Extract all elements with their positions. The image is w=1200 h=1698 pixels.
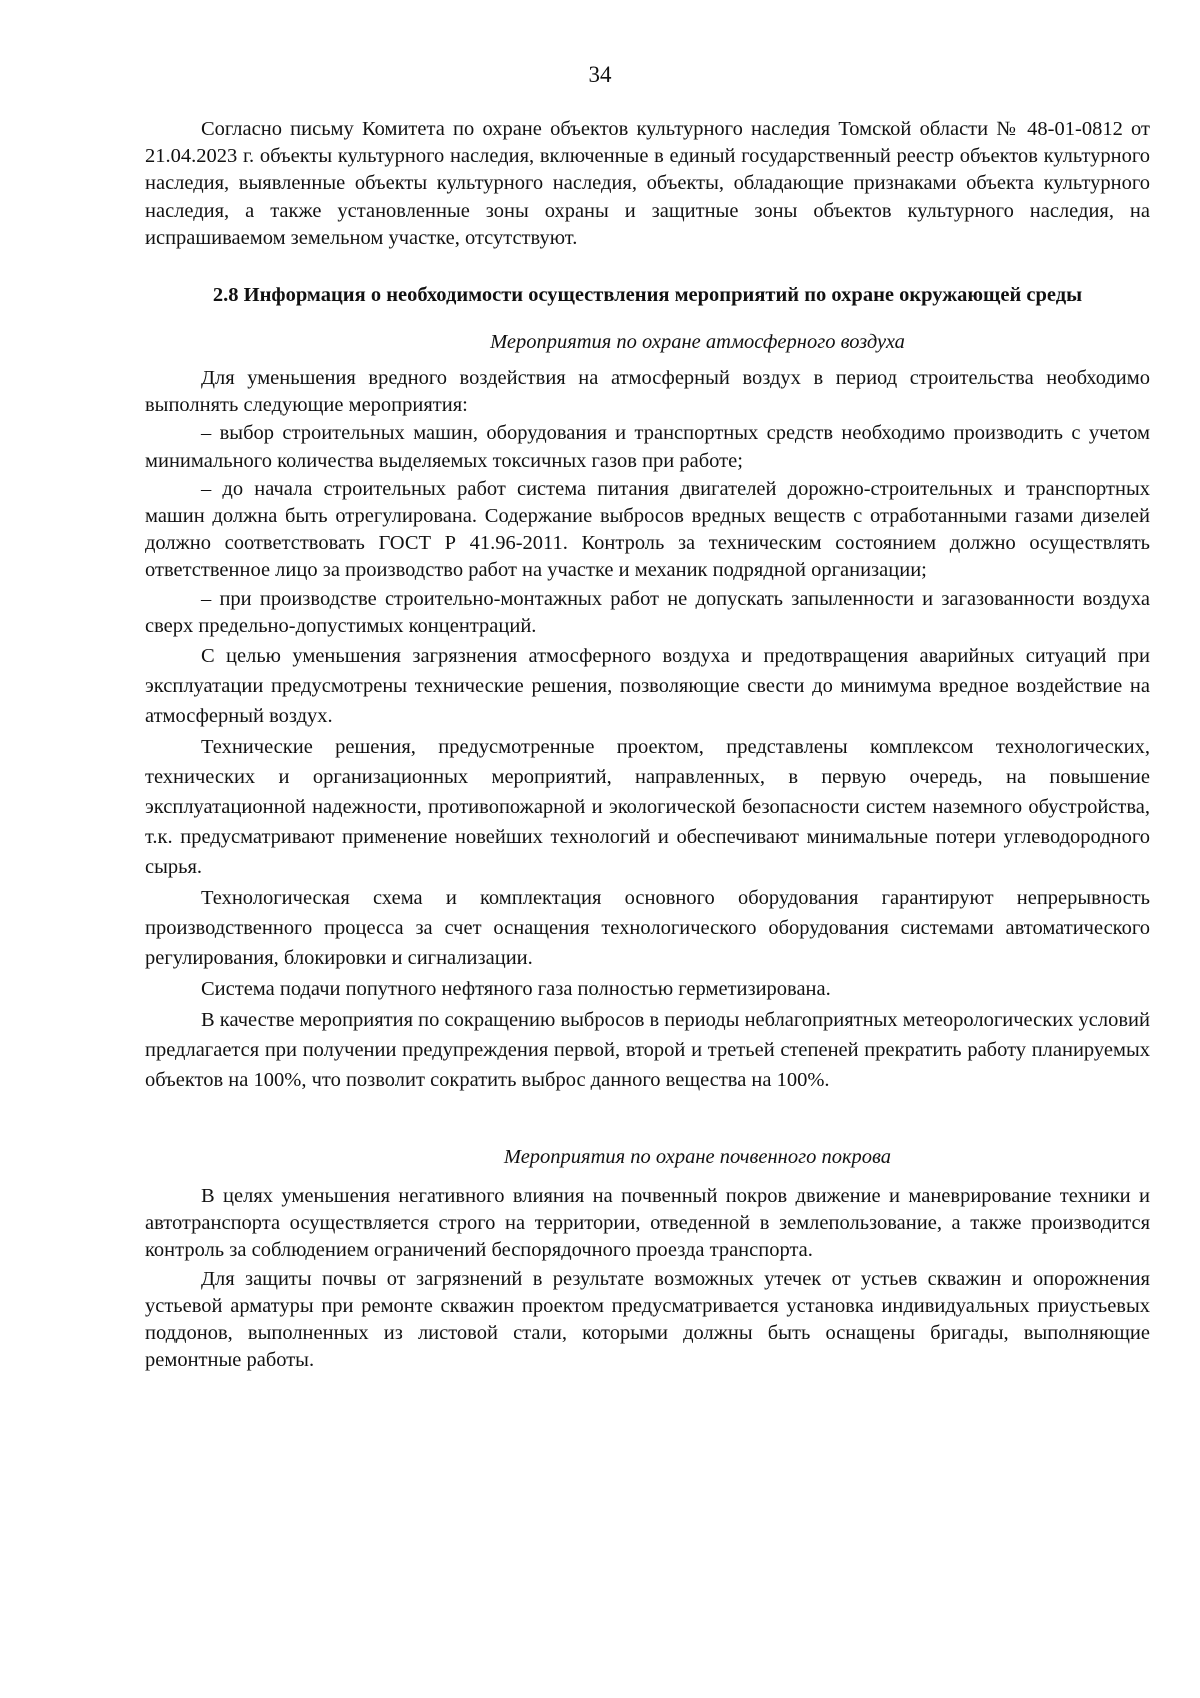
page-number: 34 [588,62,612,87]
air-list-item: – при производстве строительно-монтажных работ не допускать запыленности и загазованности воздуха сверх предельно-допустимых концентраций. [145,587,1150,637]
soil-paragraph: Для защиты почвы от загрязнений в результате возможных утечек от устьев скважин и опорожнения устьевой арматуры при ремонте скважин проектом предусматривается установка индивидуальных приустьевых поддонов, выполненных из листовой стали, которыми должны быть оснащены бригады, выполняющие ремонтные работы. [145,1267,1150,1372]
intro-paragraph: Согласно письму Комитета по охране объектов культурного наследия Томской области № 48-01-0812 от 21.04.2023 г. объекты культурного наследия, включенные в единый государственный реестр объектов культурного наследия, выявленные объекты культурного наследия, объекты, обладающие признаками объекта культурного наследия, а также установленные зоны охраны и защитные зоны объектов культурного наследия, на испрашиваемом земельном участке, отсутствуют. [145,118,1150,249]
air-list-item: – выбор строительных машин, оборудования и транспортных средств необходимо производить с учетом минимального количества выделяемых токсичных газов при работе; [145,422,1150,472]
section-heading: 2.8 Информация о необходимости осуществления мероприятий по охране окружающей среды [212,284,1083,307]
air-list-item: – до начала строительных работ система питания двигателей дорожно-строительных и транспортных машин должна быть отрегулирована. Содержание выбросов вредных веществ с отработанными газами дизелей должно соответствовать ГОСТ Р 41.96-2011. Контроль за техническим состоянием должно осуществлять ответственное лицо за производство работ на участке и механик подрядной организации; [145,477,1150,582]
air-paragraph: Для уменьшения вредного воздействия на атмосферный воздух в период строительства необходимо выполнять следующие мероприятия: [145,367,1150,417]
air-section [145,365,1150,1095]
air-paragraph: В качестве мероприятия по сокращению выбросов в периоды неблагоприятных метеорологических условий предлагается при получении предупреждения первой, второй и третьей степеней прекратить работу планируемых объектов на 100%, что позволит сократить выброс данного вещества на 100%. [145,1009,1150,1092]
air-paragraph: С целью уменьшения загрязнения атмосферного воздуха и предотвращения аварийных ситуаций при эксплуатации предусмотрены технические решения, позволяющие свести до минимума вредное воздействие на атмосферный воздух. [145,645,1150,728]
air-paragraph: Система подачи попутного нефтяного газа полностью герметизирована. [201,978,831,1001]
soil-paragraph: В целях уменьшения негативного влияния на почвенный покров движение и маневрирование техники и автотранспорта осуществляется строго на территории, отведенной в землепользование, а также производится контроль за соблюдением ограничений беспорядочного проезда транспорта. [145,1185,1150,1262]
air-paragraph: Технологическая схема и комплектация основного оборудования гарантируют непрерывность производственного процесса за счет оснащения технологического оборудования системами автоматического регулирования, блокировки и сигнализации. [145,887,1150,970]
page-content [145,116,1150,1375]
soil-section [145,1183,1150,1374]
air-paragraph: Технические решения, предусмотренные проектом, представлены комплексом технологических, технических и организационных мероприятий, направленных, в первую очередь, на повышение эксплуатационной надежности, противопожарной и экологической безопасности систем наземного обустройства, т.к. предусматривают применение новейших технологий и обеспечивают минимальные потери углеводородного сырья. [145,736,1150,879]
soil-subheading: Мероприятия по охране почвенного покрова [503,1146,892,1169]
air-subheading: Мероприятия по охране атмосферного воздуха [490,331,905,354]
